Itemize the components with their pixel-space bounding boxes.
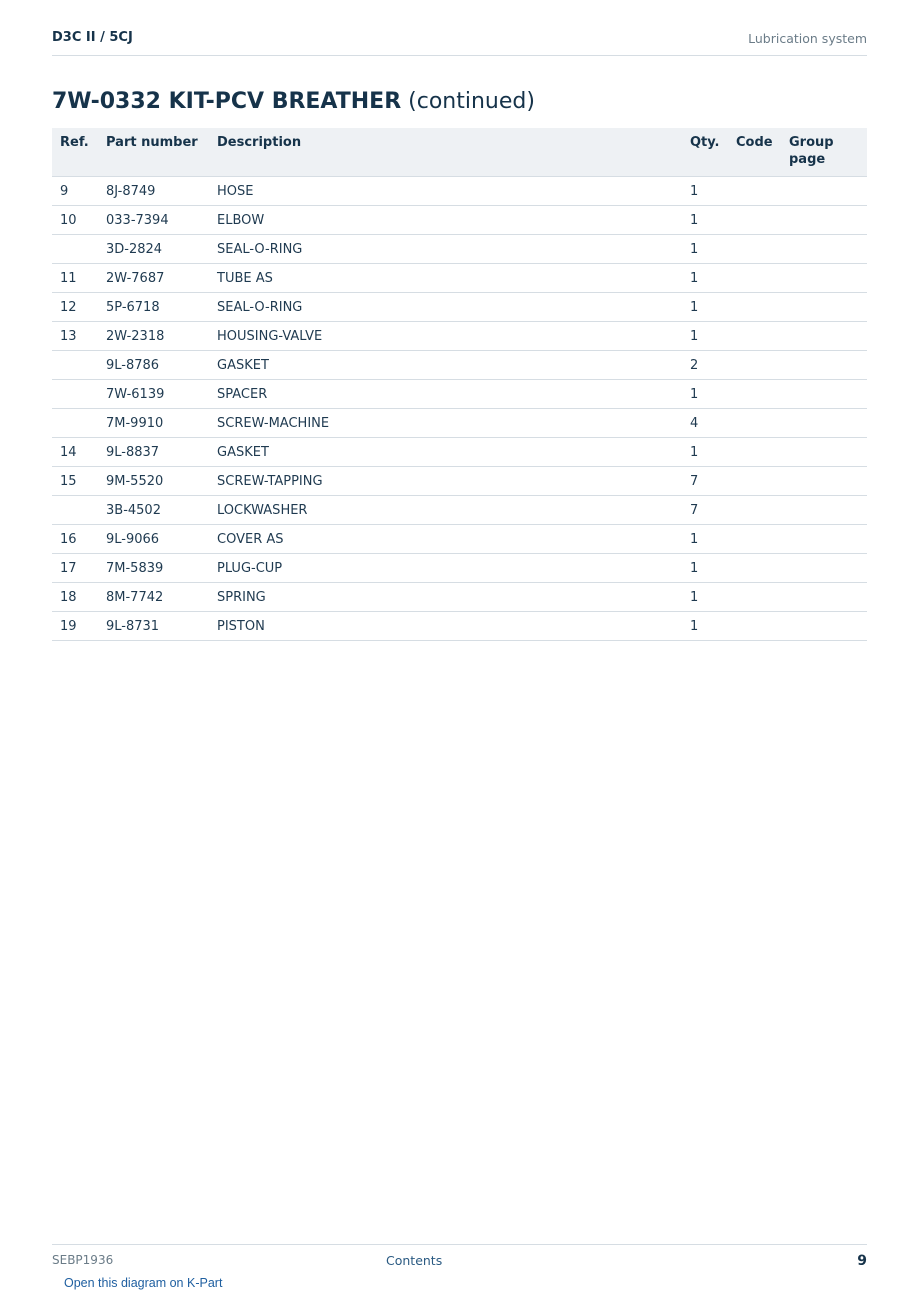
cell-qty: 1 [682,264,728,293]
section-label: Lubrication system [748,31,867,46]
cell-description: COVER AS [209,525,682,554]
cell-group-page [781,293,867,322]
cell-part-number: 5P-6718 [98,293,209,322]
table-header-row [52,128,867,177]
cell-group-page [781,554,867,583]
cell-code [728,264,781,293]
table-row [52,525,867,554]
open-kpart-link[interactable]: Open this diagram on K-Part [64,1276,223,1290]
page-header [52,28,867,56]
cell-code [728,206,781,235]
cell-group-page [781,525,867,554]
cell-code [728,438,781,467]
model-label: D3C II / 5CJ [52,30,133,45]
title-suffix: (continued) [408,89,535,114]
cell-ref [52,351,98,380]
table-row [52,235,867,264]
cell-part-number: 2W-7687 [98,264,209,293]
cell-description: HOUSING-VALVE [209,322,682,351]
cell-ref [52,235,98,264]
cell-code [728,409,781,438]
cell-ref: 10 [52,206,98,235]
cell-qty: 1 [682,438,728,467]
cell-group-page [781,235,867,264]
cell-part-number: 2W-2318 [98,322,209,351]
cell-qty: 2 [682,351,728,380]
cell-qty: 1 [682,380,728,409]
cell-group-page [781,380,867,409]
cell-description: TUBE AS [209,264,682,293]
column-header-part-number: Part number [98,128,209,177]
cell-ref: 11 [52,264,98,293]
cell-description: SCREW-TAPPING [209,467,682,496]
cell-part-number: 7M-9910 [98,409,209,438]
cell-part-number: 9L-8786 [98,351,209,380]
cell-code [728,322,781,351]
cell-qty: 1 [682,583,728,612]
cell-description: SEAL-O-RING [209,293,682,322]
cell-ref: 14 [52,438,98,467]
cell-description: SPACER [209,380,682,409]
cell-description: PLUG-CUP [209,554,682,583]
column-header-ref: Ref. [52,128,98,177]
cell-group-page [781,351,867,380]
cell-code [728,467,781,496]
table-row [52,322,867,351]
cell-group-page [781,206,867,235]
parts-table [52,128,867,641]
cell-ref [52,496,98,525]
table-row [52,409,867,438]
cell-group-page [781,264,867,293]
table-row [52,206,867,235]
cell-description: GASKET [209,438,682,467]
cell-group-page [781,409,867,438]
cell-description: SEAL-O-RING [209,235,682,264]
cell-description: PISTON [209,612,682,641]
cell-code [728,554,781,583]
table-row [52,380,867,409]
cell-ref: 13 [52,322,98,351]
cell-description: SPRING [209,583,682,612]
contents-link[interactable]: Contents [386,1253,443,1268]
cell-description: HOSE [209,177,682,206]
table-row [52,264,867,293]
cell-qty: 1 [682,177,728,206]
page-footer [52,1244,867,1275]
cell-code [728,351,781,380]
cell-group-page [781,177,867,206]
cell-part-number: 8J-8749 [98,177,209,206]
cell-part-number: 033-7394 [98,206,209,235]
cell-ref: 9 [52,177,98,206]
cell-code [728,380,781,409]
cell-code [728,235,781,264]
cell-description: LOCKWASHER [209,496,682,525]
table-row [52,554,867,583]
document-id: SEBP1936 [52,1253,114,1267]
table-row [52,583,867,612]
table-row [52,351,867,380]
cell-description: ELBOW [209,206,682,235]
cell-part-number: 8M-7742 [98,583,209,612]
column-header-description: Description [209,128,682,177]
column-header-code: Code [728,128,781,177]
cell-code [728,496,781,525]
cell-group-page [781,438,867,467]
cell-ref: 15 [52,467,98,496]
cell-part-number: 3D-2824 [98,235,209,264]
page-title [52,89,535,114]
table-row [52,293,867,322]
cell-group-page [781,612,867,641]
table-row [52,438,867,467]
table-row [52,467,867,496]
cell-group-page [781,467,867,496]
cell-code [728,583,781,612]
cell-group-page [781,496,867,525]
cell-ref [52,380,98,409]
cell-part-number: 3B-4502 [98,496,209,525]
cell-ref [52,409,98,438]
cell-code [728,177,781,206]
cell-qty: 7 [682,496,728,525]
table-row [52,612,867,641]
cell-qty: 1 [682,235,728,264]
cell-ref: 18 [52,583,98,612]
cell-part-number: 7M-5839 [98,554,209,583]
cell-part-number: 9M-5520 [98,467,209,496]
cell-qty: 4 [682,409,728,438]
cell-code [728,293,781,322]
column-header-qty: Qty. [682,128,728,177]
cell-description: SCREW-MACHINE [209,409,682,438]
cell-part-number: 9L-8837 [98,438,209,467]
cell-ref: 19 [52,612,98,641]
column-header-group-page: Group page [781,128,867,177]
table-row [52,177,867,206]
cell-qty: 1 [682,612,728,641]
cell-part-number: 7W-6139 [98,380,209,409]
cell-ref: 17 [52,554,98,583]
cell-ref: 16 [52,525,98,554]
table-row [52,496,867,525]
cell-qty: 1 [682,293,728,322]
cell-description: GASKET [209,351,682,380]
cell-qty: 1 [682,525,728,554]
cell-code [728,612,781,641]
cell-code [728,525,781,554]
cell-group-page [781,583,867,612]
cell-qty: 1 [682,206,728,235]
cell-part-number: 9L-8731 [98,612,209,641]
page-number: 9 [857,1253,867,1269]
cell-ref: 12 [52,293,98,322]
cell-group-page [781,322,867,351]
cell-qty: 1 [682,322,728,351]
title-part-code: 7W-0332 KIT-PCV BREATHER [52,89,402,114]
cell-part-number: 9L-9066 [98,525,209,554]
cell-qty: 7 [682,467,728,496]
parts-table-body [52,177,867,641]
cell-qty: 1 [682,554,728,583]
